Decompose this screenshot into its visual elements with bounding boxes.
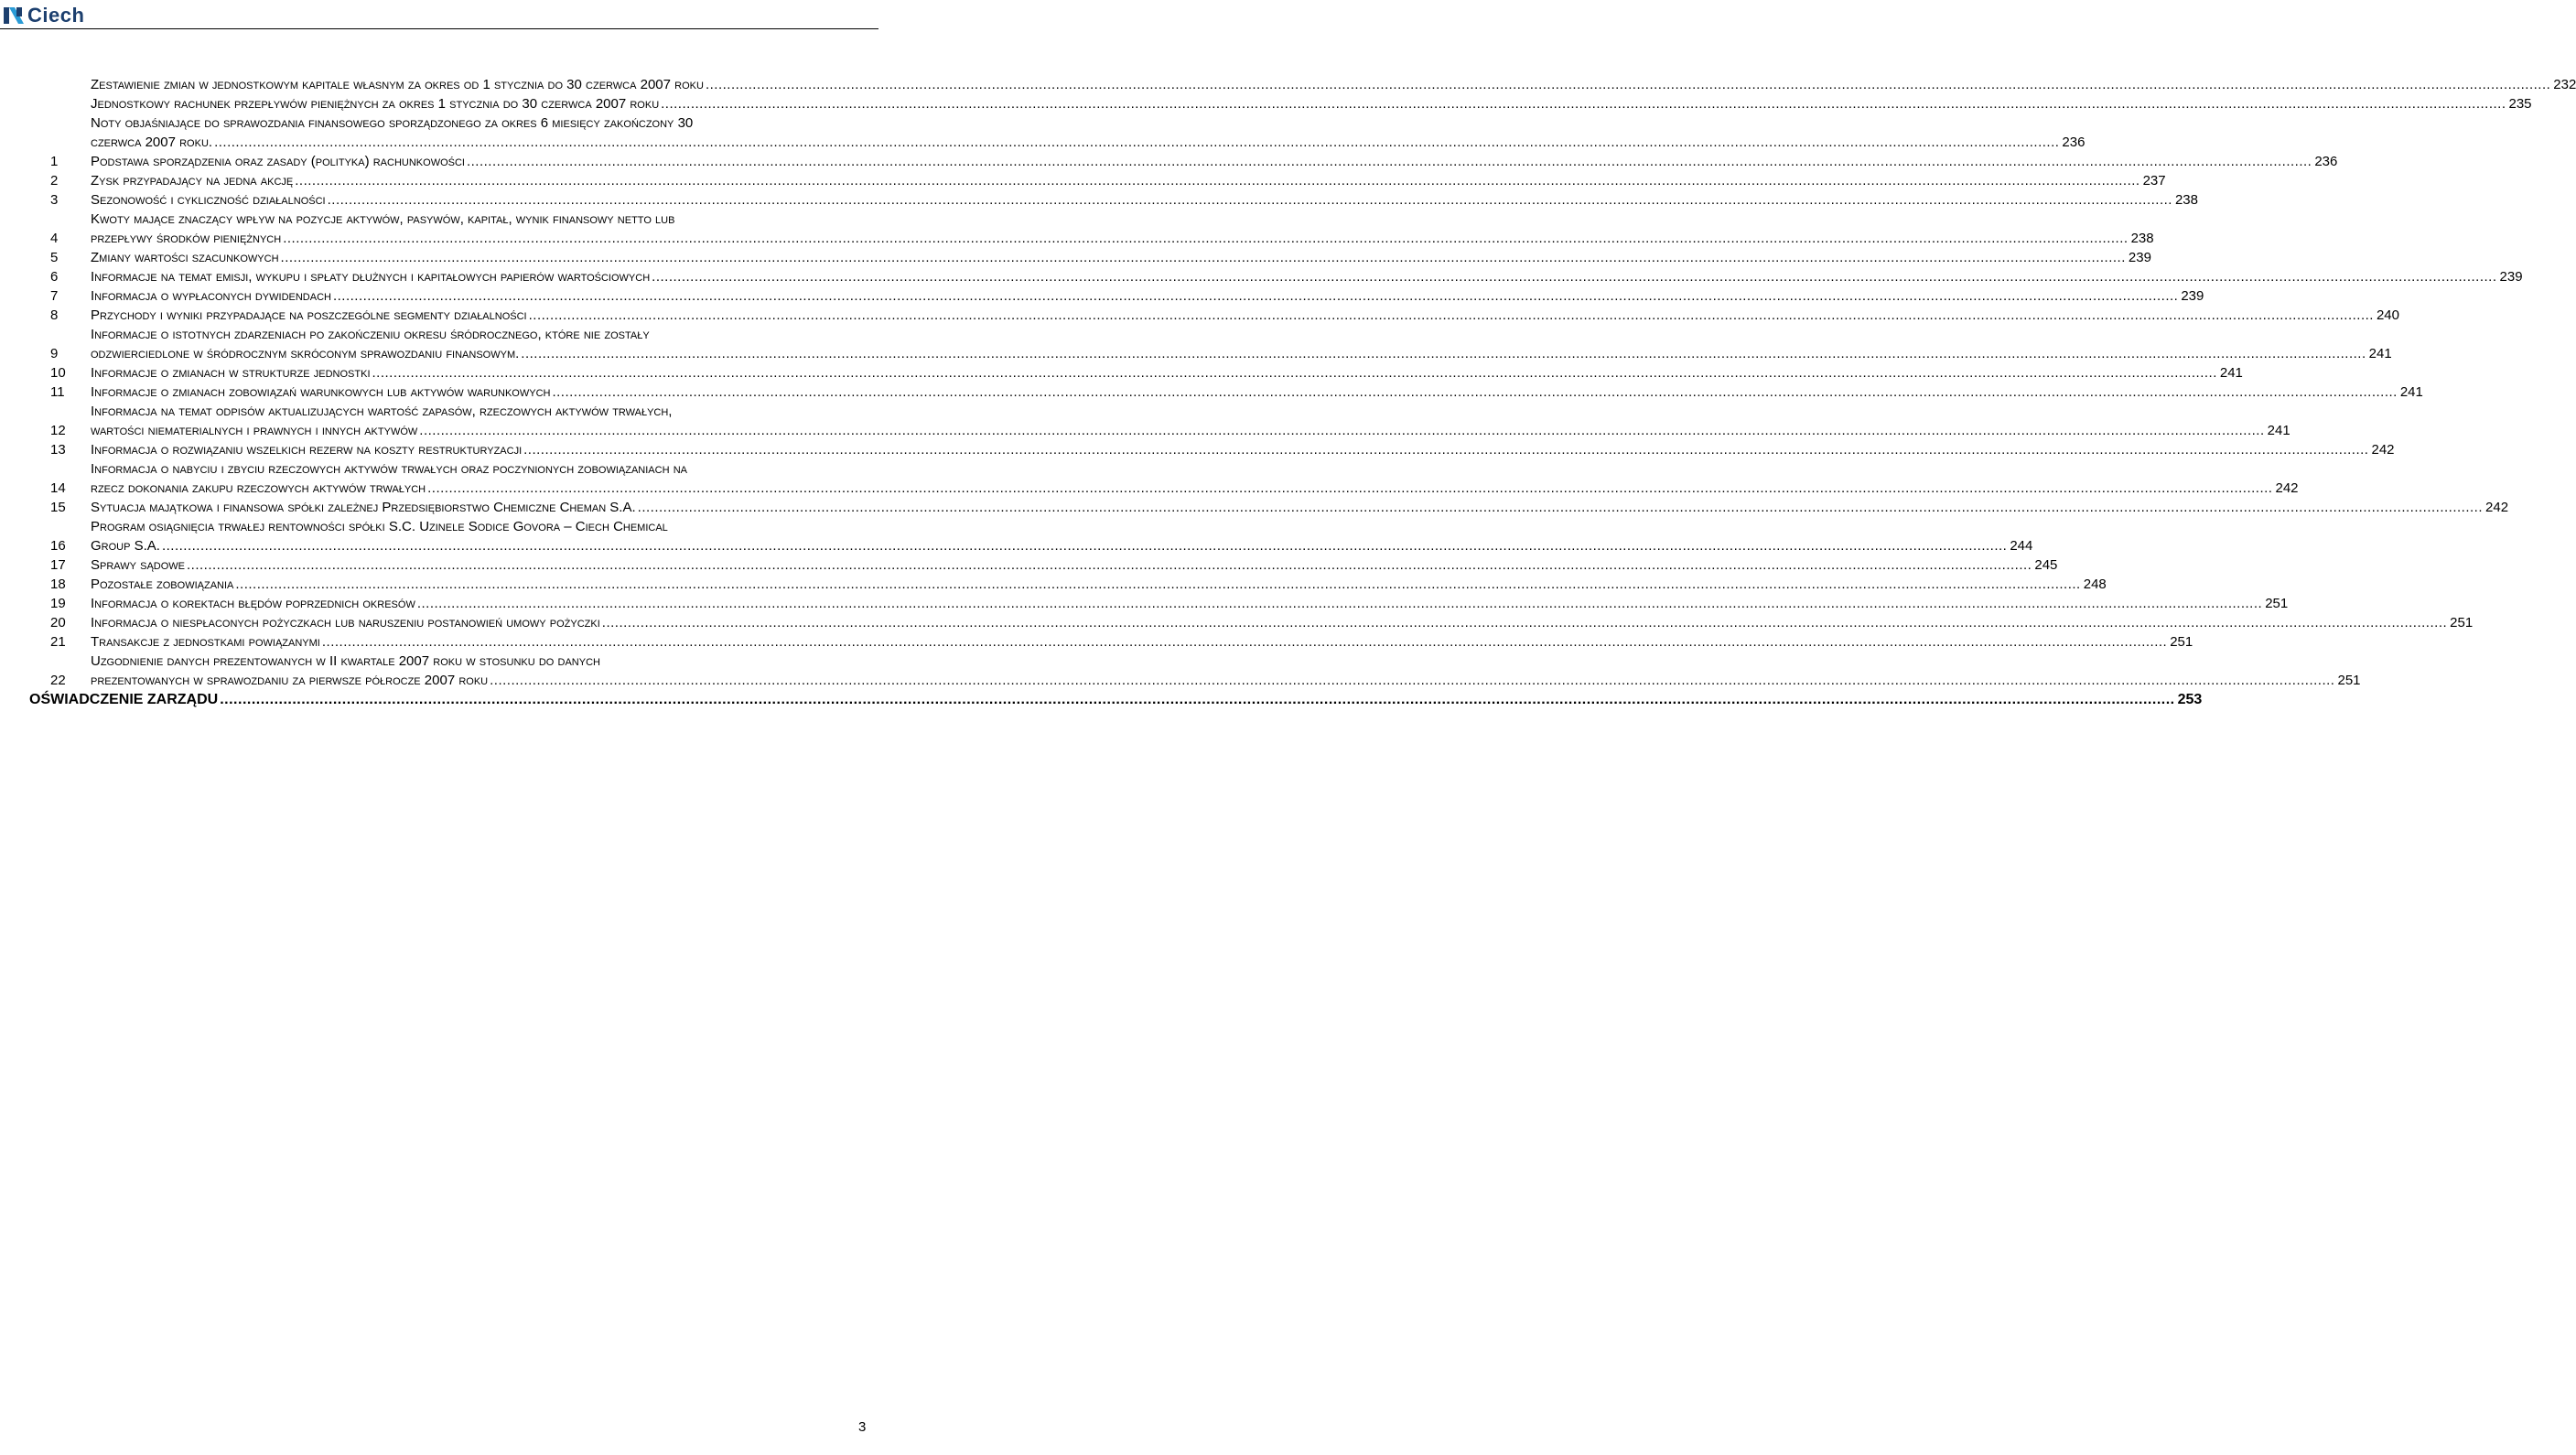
toc-entry-title: Sytuacja majątkowa i finansowa spółki zależnej Przedsiębiorstwo Chemiczne Cheman S.A. xyxy=(91,500,636,515)
ciech-logo-icon xyxy=(4,5,24,26)
toc-entry-page: 232 xyxy=(2553,77,2576,92)
toc-entry[interactable] xyxy=(50,363,2243,383)
toc-entry-page: 241 xyxy=(2399,384,2423,400)
toc-entry[interactable] xyxy=(50,286,2204,306)
toc-entry-title: prezentowanych w sprawozdaniu za pierwsze półrocze 2007 roku xyxy=(91,673,489,688)
toc-leader-dots xyxy=(661,94,2506,113)
toc-entry-page: 239 xyxy=(2499,269,2523,285)
toc-entry-title: Informacje na temat emisji, wykupu i spłaty dłużnych i kapitałowych papierów wartościowych xyxy=(91,269,651,285)
toc-entry-number: 7 xyxy=(50,288,59,304)
toc-leader-dots xyxy=(490,671,2334,690)
page-header xyxy=(0,0,878,31)
toc-leader-dots xyxy=(333,286,2178,306)
toc-leader-dots xyxy=(467,152,2312,171)
toc-entry-number: 19 xyxy=(50,596,66,611)
toc-section-page: 253 xyxy=(2177,692,2203,707)
toc-entry[interactable] xyxy=(50,594,2289,613)
toc-entry-title: Informacje o zmianach zobowiązań warunkowych lub aktywów warunkowych xyxy=(91,384,551,400)
toc-entry-number: 16 xyxy=(50,538,66,554)
toc-section-title: OŚWIADCZENIE ZARZĄDU xyxy=(29,692,219,707)
toc-entry-number: 21 xyxy=(50,634,66,650)
toc-entry-title: Transakcje z jednostkami powiązanymi xyxy=(91,634,320,650)
toc-entry-title: Kwoty mające znaczący wpływ na pozycje aktywów, pasywów, kapitał, wynik finansowy netto lub xyxy=(91,211,675,227)
toc-entry[interactable] xyxy=(50,440,2395,459)
toc-entry-number: 9 xyxy=(50,346,59,361)
toc-entry-number: 10 xyxy=(50,365,66,381)
toc-entry[interactable] xyxy=(50,94,2532,113)
brand-name: Ciech xyxy=(27,4,85,27)
toc-entry-title: odzwierciedlone w śródrocznym skróconym sprawozdaniu finansowym. xyxy=(91,346,520,361)
table-of-contents xyxy=(29,75,2576,710)
toc-entry-title: Informacja o nabyciu i zbyciu rzeczowych aktywów trwałych oraz poczynionych zobowiązaniach na xyxy=(91,461,687,477)
toc-entry-page: 242 xyxy=(2275,480,2299,496)
toc-entry-number: 13 xyxy=(50,442,66,458)
toc-entry[interactable] xyxy=(50,613,2474,632)
toc-leader-dots xyxy=(523,440,2368,459)
toc-entry[interactable] xyxy=(50,306,2399,325)
toc-entry-number: 20 xyxy=(50,615,66,630)
toc-leader-dots xyxy=(417,594,2262,613)
toc-entry[interactable] xyxy=(50,152,2338,171)
toc-entry-number: 14 xyxy=(50,480,66,496)
page-number: 3 xyxy=(858,1419,867,1435)
toc-entry-title: Informacja na temat odpisów aktualizujących wartość zapasów, rzeczowych aktywów trwałych, xyxy=(91,404,673,419)
toc-entry-page: 248 xyxy=(2083,577,2107,592)
toc-leader-dots xyxy=(322,632,2167,652)
toc-entry-title: Informacje o istotnych zdarzeniach po zakończeniu okresu śródrocznego, które nie zostały xyxy=(91,327,650,342)
toc-entry-page: 241 xyxy=(2219,365,2243,381)
toc-entry[interactable] xyxy=(50,632,2193,652)
toc-leader-dots xyxy=(372,363,2217,383)
toc-leader-dots xyxy=(281,248,2126,267)
toc-entry-title: przepływy środków pieniężnych xyxy=(91,231,282,246)
toc-entry-page: 245 xyxy=(2034,557,2058,573)
toc-leader-dots xyxy=(427,479,2272,498)
toc-entry-title: Zmiany wartości szacunkowych xyxy=(91,250,279,265)
toc-entry[interactable] xyxy=(50,325,2392,363)
toc-entry-title: Uzgodnienie danych prezentowanych w II kwartale 2007 roku w stosunku do danych xyxy=(91,653,600,669)
toc-entry-page: 251 xyxy=(2337,673,2361,688)
toc-entry[interactable] xyxy=(50,383,2423,402)
toc-entry-title: Zysk przypadający na jedna akcję xyxy=(91,173,294,189)
toc-entry[interactable] xyxy=(50,210,2154,248)
toc-entry-page: 240 xyxy=(2376,307,2399,323)
toc-entry-number: 8 xyxy=(50,307,59,323)
toc-entry-number: 1 xyxy=(50,154,59,169)
toc-entry-title: Sezonowość i cykliczność działalności xyxy=(91,192,326,208)
toc-entry[interactable] xyxy=(50,517,2033,555)
toc-entry[interactable] xyxy=(50,459,2299,498)
toc-entry-page: 238 xyxy=(2174,192,2198,208)
toc-entry-page: 239 xyxy=(2181,288,2204,304)
toc-leader-dots xyxy=(328,190,2172,210)
toc-entry-title: Przychody i wyniki przypadające na poszczególne segmenty działalności xyxy=(91,307,527,323)
toc-leader-dots xyxy=(214,133,2059,152)
toc-entry-title: Informacja o niespłaconych pożyczkach lub naruszeniu postanowień umowy pożyczki xyxy=(91,615,600,630)
toc-entry-page: 238 xyxy=(2130,231,2154,246)
toc-entry-page: 251 xyxy=(2170,634,2193,650)
toc-entry[interactable] xyxy=(50,555,2058,575)
toc-entry-title: Group S.A. xyxy=(91,538,160,554)
toc-leader-dots xyxy=(521,344,2366,363)
toc-entry-page: 241 xyxy=(2368,346,2392,361)
toc-entry[interactable] xyxy=(50,652,2361,690)
toc-entry-title: Jednostkowy rachunek przepływów pieniężnych za okres 1 stycznia do 30 czerwca 2007 roku xyxy=(91,96,660,112)
toc-entry-title: Informacje o zmianach w strukturze jednostki xyxy=(91,365,371,381)
toc-entry-page: 251 xyxy=(2265,596,2289,611)
toc-entry-page: 239 xyxy=(2128,250,2151,265)
toc-entry-title: Pozostałe zobowiązania xyxy=(91,577,234,592)
toc-entry-title: Informacja o rozwiązaniu wszelkich rezerw na koszty restrukturyzacji xyxy=(91,442,523,458)
toc-entry-page: 236 xyxy=(2062,135,2086,150)
toc-entry[interactable] xyxy=(50,498,2509,517)
toc-leader-dots xyxy=(602,613,2447,632)
toc-leader-dots xyxy=(187,555,2032,575)
toc-entry[interactable] xyxy=(50,75,2576,94)
toc-entry-page: 235 xyxy=(2508,96,2532,112)
toc-entry[interactable] xyxy=(50,171,2166,190)
toc-leader-dots xyxy=(419,421,2264,440)
toc-entry[interactable] xyxy=(50,113,2086,152)
toc-leader-dots xyxy=(235,575,2080,594)
toc-entry[interactable] xyxy=(50,575,2107,594)
toc-leader-dots xyxy=(552,383,2397,402)
toc-entry-title: Informacja o wypłaconych dywidendach xyxy=(91,288,331,304)
toc-entry[interactable] xyxy=(50,190,2198,210)
toc-section-heading[interactable] xyxy=(29,690,2203,710)
ciech-logo xyxy=(4,5,84,26)
toc-entry-page: 237 xyxy=(2142,173,2166,189)
toc-entry-title: Program osiągnięcia trwałej rentowności spółki S.C. Uzinele Sodice Govora – Ciech Chemical xyxy=(91,519,668,534)
toc-leader-dots xyxy=(295,171,2139,190)
toc-entry-number: 3 xyxy=(50,192,59,208)
toc-entry-title: Zestawienie zmian w jednostkowym kapitale własnym za okres od 1 stycznia do 30 czerwca 2007 roku xyxy=(91,77,704,92)
toc-entry[interactable] xyxy=(50,248,2151,267)
toc-entry-number: 6 xyxy=(50,269,59,285)
header-divider xyxy=(0,28,878,29)
toc-leader-dots xyxy=(638,498,2483,517)
toc-entry-title: wartości niematerialnych i prawnych i innych aktywów xyxy=(91,423,418,438)
toc-entry-page: 241 xyxy=(2267,423,2290,438)
toc-entry[interactable] xyxy=(50,402,2290,440)
toc-entry-page: 251 xyxy=(2450,615,2474,630)
toc-entry-title: Podstawa sporządzenia oraz zasady (polityka) rachunkowości xyxy=(91,154,465,169)
toc-entry-title: czerwca 2007 roku. xyxy=(91,135,213,150)
toc-entry-number: 15 xyxy=(50,500,66,515)
toc-entry-title: rzecz dokonania zakupu rzeczowych aktywów trwałych xyxy=(91,480,426,496)
toc-entry-number: 11 xyxy=(50,384,65,400)
toc-entry-number: 4 xyxy=(50,231,59,246)
toc-entry-number: 22 xyxy=(50,673,66,688)
toc-entry-number: 17 xyxy=(50,557,66,573)
toc-leader-dots xyxy=(529,306,2374,325)
toc-entry-number: 2 xyxy=(50,173,59,189)
toc-entry-page: 242 xyxy=(2485,500,2509,515)
toc-leader-dots xyxy=(706,75,2550,94)
toc-leader-dots xyxy=(283,229,2128,248)
toc-entry-page: 244 xyxy=(2010,538,2033,554)
toc-entry-number: 12 xyxy=(50,423,66,438)
toc-entry-number: 18 xyxy=(50,577,66,592)
toc-entry-title: Sprawy sądowe xyxy=(91,557,185,573)
toc-leader-dots xyxy=(162,536,2007,555)
toc-entry-page: 236 xyxy=(2314,154,2338,169)
toc-leader-dots xyxy=(652,267,2496,286)
toc-entry-page: 242 xyxy=(2371,442,2395,458)
toc-entry-number: 5 xyxy=(50,250,59,265)
toc-leader-dots xyxy=(220,690,2174,710)
toc-entry-title: Noty objaśniające do sprawozdania finansowego sporządzonego za okres 6 miesięcy zakończony 30 xyxy=(91,115,694,131)
toc-entry-title: Informacja o korektach błędów poprzednich okresów xyxy=(91,596,415,611)
toc-entry[interactable] xyxy=(50,267,2523,286)
